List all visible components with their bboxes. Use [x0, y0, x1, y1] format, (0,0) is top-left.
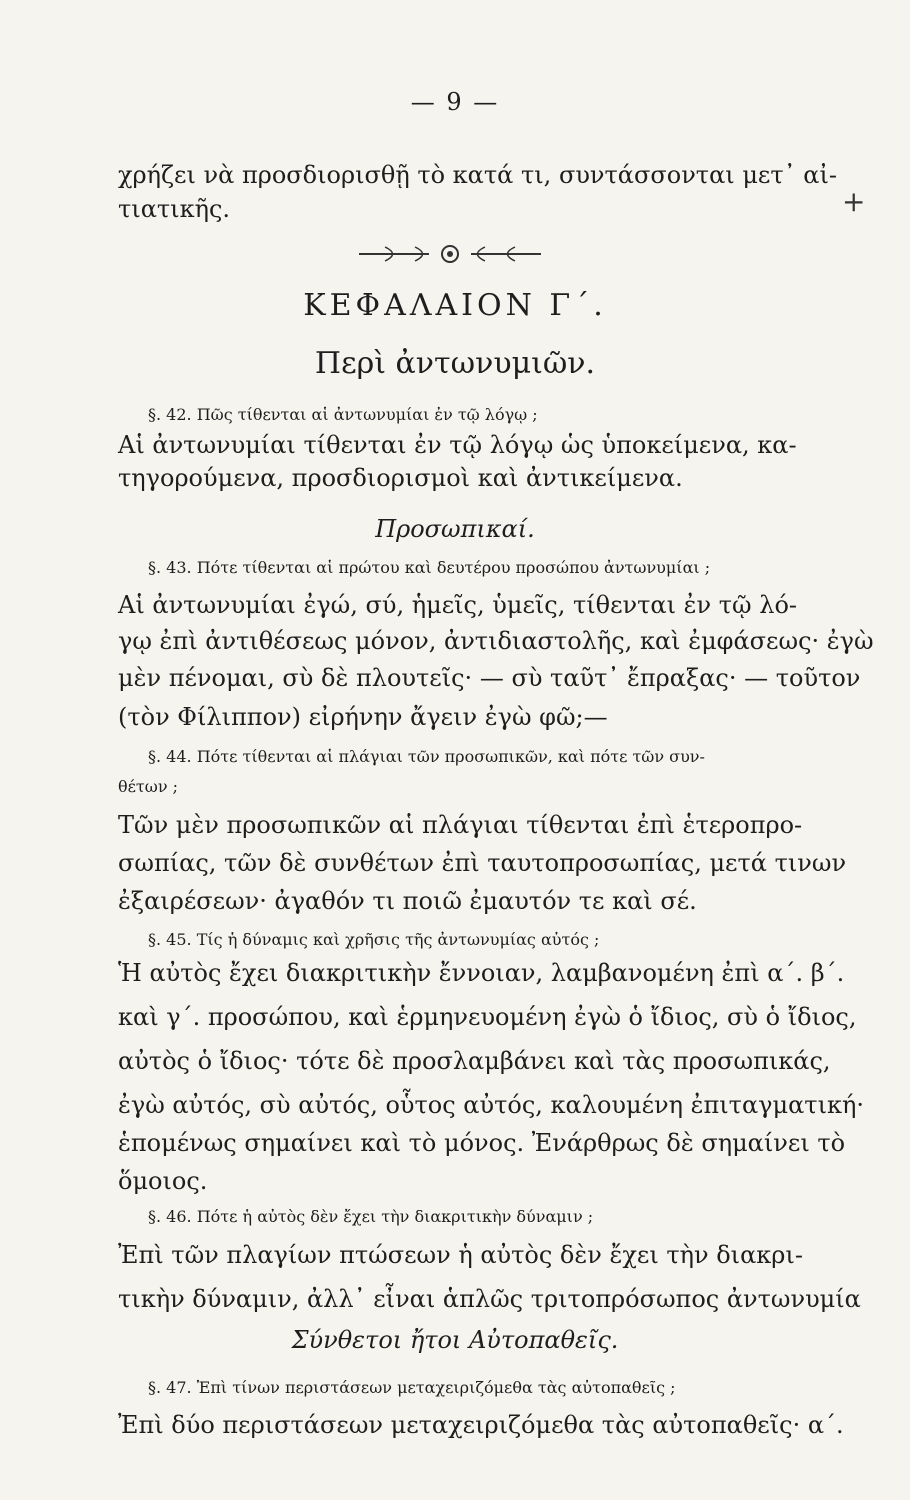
text-line: χρήζει νὰ προσδιορισθῇ τὸ κατά τι, συντάσσονται μετ᾽ αἰ- [118, 161, 837, 189]
text-line: ἑπομένως σημαίνει καὶ τὸ μόνος. Ἐνάρθρως δὲ σημαίνει τὸ [118, 1129, 846, 1157]
text-line: σωπίας, τῶν δὲ συνθέτων ἐπὶ ταυτοπροσωπίας, μετά τινων [118, 849, 847, 877]
ornament-divider-icon [355, 243, 545, 265]
text-line: ὅμοιος. [118, 1167, 208, 1195]
text-line: τιατικῆς. [118, 195, 231, 223]
text-line: (τὸν Φίλιππον) εἰρήνην ἄγειν ἐγὼ φῶ;— [118, 703, 608, 731]
text-line: αὐτὸς ὁ ἴδιος· τότε δὲ προσλαμβάνει καὶ τὰς προσωπικάς, [118, 1047, 831, 1075]
text-line: Ἐπὶ τῶν πλαγίων πτώσεων ἡ αὐτὸς δὲν ἔχει τὴν διακρι- [118, 1241, 803, 1269]
subheading-personal: Προσωπικαί. [375, 515, 535, 543]
section-question: θέτων ; [118, 777, 179, 796]
text-line: Ἐπὶ δύο περιστάσεων μεταχειριζόμεθα τὰς αὐτοπαθεῖς· α΄. [118, 1411, 844, 1439]
text-line: Τῶν μὲν προσωπικῶν αἱ πλάγιαι τίθενται ἐπὶ ἑτεροπρο- [118, 811, 803, 839]
text-line: τικὴν δύναμιν, ἀλλ᾽ εἶναι ἁπλῶς τριτοπρόσωπος ἀντωνυμία [118, 1285, 861, 1313]
chapter-title: ΚΕΦΑΛΑΙΟΝ Γ΄. [303, 288, 607, 323]
section-question: §. 45. Τίς ἡ δύναμις καὶ χρῆσις τῆς ἀντωνυμίας αὐτός ; [148, 930, 600, 949]
section-question: §. 43. Πότε τίθενται αἱ πρώτου καὶ δευτέρου προσώπου ἀντωνυμίαι ; [148, 558, 711, 577]
text-line: Αἱ ἀντωνυμίαι ἐγώ, σύ, ἡμεῖς, ὑμεῖς, τίθενται ἐν τῷ λό- [118, 591, 798, 619]
subheading-compound: Σύνθετοι ἤτοι Αὐτοπαθεῖς. [291, 1326, 619, 1354]
margin-cross-mark: + [842, 185, 866, 218]
text-line: μὲν πένομαι, σὺ δὲ πλουτεῖς· — σὺ ταῦτ᾽ ἔπραξας· — τοῦτον [118, 664, 861, 692]
section-question: §. 42. Πῶς τίθενται αἱ ἀντωνυμίαι ἐν τῷ λόγῳ ; [148, 405, 538, 424]
section-question: §. 44. Πότε τίθενται αἱ πλάγιαι τῶν προσωπικῶν, καὶ πότε τῶν συν- [148, 747, 705, 766]
text-line: Αἱ ἀντωνυμίαι τίθενται ἐν τῷ λόγῳ ὡς ὑποκείμενα, κα- [118, 431, 797, 459]
section-question: §. 46. Πότε ἡ αὐτὸς δὲν ἔχει τὴν διακριτικὴν δύναμιν ; [148, 1207, 594, 1226]
text-line: ἐγὼ αὐτός, σὺ αὐτός, οὗτος αὐτός, καλουμένη ἐπιταγματική· [118, 1091, 865, 1119]
chapter-subtitle: Περὶ ἀντωνυμιῶν. [314, 346, 596, 381]
text-line: ἐξαιρέσεων· ἀγαθόν τι ποιῶ ἐμαυτόν τε καὶ σέ. [118, 887, 697, 915]
page-number: — 9 — [410, 88, 500, 116]
text-line: Ἡ αὐτὸς ἔχει διακριτικὴν ἔννοιαν, λαμβανομένη ἐπὶ α΄. β΄. [118, 959, 845, 987]
text-line: γῳ ἐπὶ ἀντιθέσεως μόνον, ἀντιδιαστολῆς, καὶ ἐμφάσεως· ἐγὼ [118, 627, 874, 655]
text-line: καὶ γ΄. προσώπου, καὶ ἑρμηνευομένη ἐγὼ ὁ ἴδιος, σὺ ὁ ἴδιος, [118, 1003, 857, 1031]
section-question: §. 47. Ἐπὶ τίνων περιστάσεων μεταχειριζόμεθα τὰς αὐτοπαθεῖς ; [148, 1378, 676, 1397]
text-line: τηγορούμενα, προσδιορισμοὶ καὶ ἀντικείμενα. [118, 464, 683, 492]
